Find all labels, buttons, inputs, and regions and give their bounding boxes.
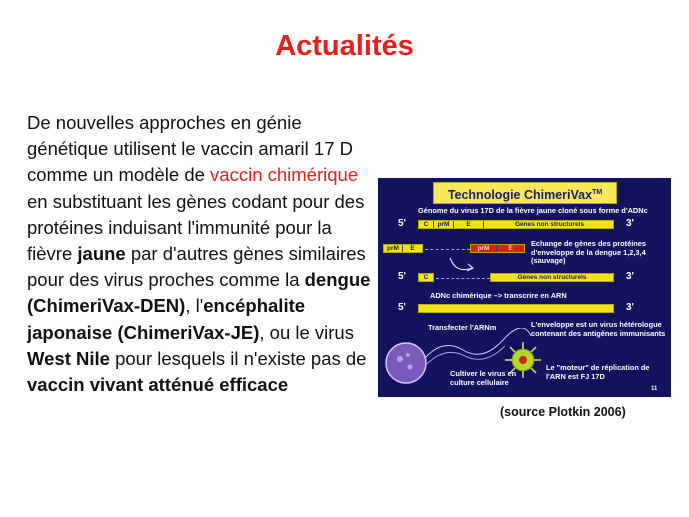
seg-prm: prM — [433, 220, 453, 229]
gene-bar-ns — [490, 273, 614, 282]
curved-arrow-icon — [446, 256, 476, 276]
slide-title: Actualités — [275, 30, 414, 62]
culture-caption: Cultiver le virus en culture cellulaire — [450, 369, 517, 387]
three-prime-1: 3' — [626, 218, 634, 229]
adnc-caption: ADNc chimérique –> transcrire en ARN — [430, 291, 567, 300]
bold-encephalite: encéphalite japonaise (ChimeriVax-JE) — [27, 295, 306, 343]
gene-bar-chimeric — [418, 304, 614, 313]
bold-west-nile: West Nile — [27, 347, 110, 369]
figure-title — [433, 182, 617, 204]
figure-page-number: 11 — [651, 386, 658, 392]
seg-c-2: C — [423, 274, 429, 281]
trademark: TM — [592, 189, 603, 196]
three-prime-2: 3' — [626, 271, 634, 282]
dashed-link — [425, 249, 470, 250]
seg-prm-red: prM — [471, 244, 496, 253]
envelope-caption: L'enveloppe est un virus hétérologue contenant des antigènes immunisants — [531, 320, 666, 338]
body-paragraph — [27, 110, 372, 398]
gene-bar-dengue-right — [470, 244, 525, 253]
genome-caption: Génome du virus 17D de la fièvre jaune cloné sous forme d'ADNc — [418, 206, 648, 215]
source-citation: (source Plotkin 2006) — [500, 405, 626, 419]
bold-jaune: jaune — [77, 243, 126, 265]
five-prime-2: 5' — [398, 271, 406, 282]
seg-c: C — [423, 221, 429, 228]
bold-dengue: dengue (ChimeriVax-DEN) — [27, 269, 371, 317]
text-part: par d'autres gènes similaires pour des virus proches comme la — [27, 243, 366, 291]
gene-bar-17d — [418, 220, 614, 229]
text-part: en substituant les gènes codant pour des protéines induisant l'immunité pour la fièvre — [27, 190, 365, 265]
five-prime-1: 5' — [398, 218, 406, 229]
highlight-vaccin-chimerique: vaccin chimérique — [210, 164, 359, 186]
exchange-caption: Echange de gènes des protéines d'enveloppe de la dengue 1,2,3,4 (sauvage) — [531, 239, 647, 265]
seg-e: E — [453, 220, 483, 229]
seg-ns-2: Gènes non structurels — [517, 274, 587, 281]
text-part: pour lesquels il n'existe pas de — [109, 347, 367, 369]
dashed-gap — [436, 278, 490, 279]
seg-e-red: E — [496, 244, 524, 253]
text-part: , l' — [185, 295, 204, 317]
gene-bar-c — [418, 273, 434, 282]
text-part: , ou le virus — [259, 321, 354, 343]
figure-title-text: Technologie ChimeriVax — [447, 188, 593, 203]
text-part: De nouvelles approches en génie génétique utilisent le vaccin amaril 17 D comme un modèle de — [27, 112, 353, 186]
seg-prm-dengue: prM — [387, 245, 399, 252]
three-prime-3: 3' — [626, 302, 634, 313]
five-prime-3: 5' — [398, 302, 406, 313]
transfect-caption: Transfecter l'ARNm — [428, 323, 497, 332]
seg-e-dengue: E — [402, 244, 422, 253]
chimerivax-figure — [378, 178, 671, 397]
bold-vaccin-vivant: vaccin vivant atténué efficace — [27, 374, 289, 396]
motor-caption: Le "moteur" de réplication de l'ARN est FJ 17D — [546, 363, 650, 381]
seg-ns: Gènes non structurels — [483, 220, 614, 229]
cell-icon — [384, 341, 428, 385]
gene-bar-dengue-left — [383, 244, 423, 253]
